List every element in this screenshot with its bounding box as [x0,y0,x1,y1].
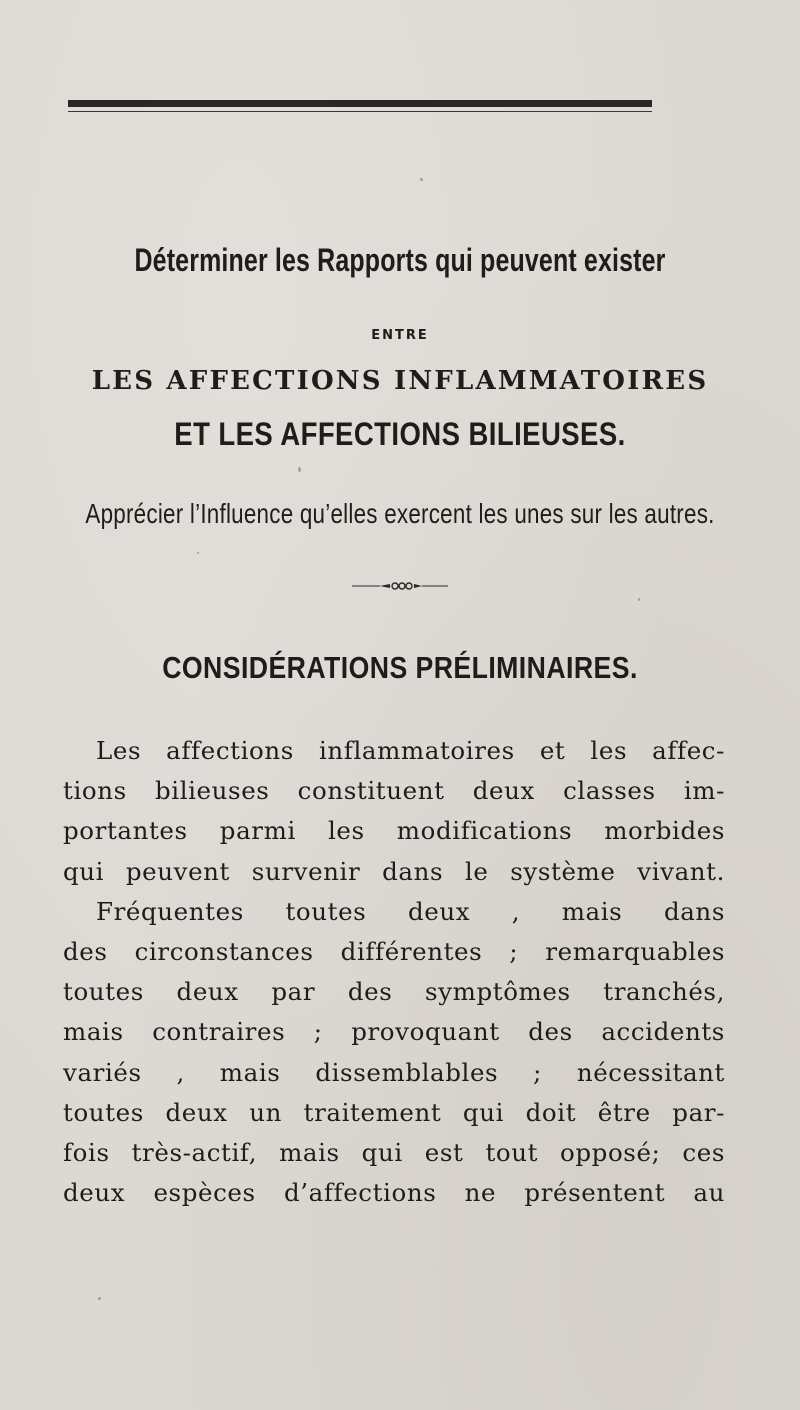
text-line: toutes deux un traitement qui doit être par- [63,1097,725,1127]
paper-speck [98,1297,101,1300]
subject-line-1: LES AFFECTIONS INFLAMMATOIRES [91,366,709,396]
title-connector: ENTRE [371,328,429,343]
paper-speck [298,467,301,472]
text-line: Fréquentes toutes deux , mais dans [96,896,725,926]
text-line: portantes parmi les modifications morbides [63,816,725,846]
subtitle: Apprécier l’Influence qu’elles exercent les unes sur les autres. [85,498,715,529]
section-heading: CONSIDÉRATIONS PRÉLIMINAIRES. [162,650,638,685]
ornament-divider [350,580,450,592]
paper-speck [420,178,423,181]
text-line: toutes deux par des symptômes tranchés, [63,977,725,1007]
page-title: Déterminer les Rapports qui peuvent exister [134,242,666,278]
text-line: Les affections inflammatoires et les affec- [96,736,725,765]
body-paragraph [63,731,725,1213]
text-line: fois très-actif, mais qui est tout opposé; ces [63,1137,725,1167]
text-line: tions bilieuses constituent deux classes im- [63,776,725,806]
text-line: qui peuvent survenir dans le système vivant. [63,856,725,886]
subject-line-2: ET LES AFFECTIONS BILIEUSES. [174,416,626,452]
text-line: deux espèces d’affections ne présentent au [63,1178,725,1208]
text-line: variés , mais dissemblables ; nécessitant [63,1057,725,1087]
top-double-rule-thin [68,111,652,112]
text-line: des circonstances différentes ; remarquables [63,936,725,966]
text-line: mais contraires ; provoquant des accidents [63,1017,725,1047]
top-double-rule-thick [68,100,652,107]
paper-speck [638,598,640,601]
paper-speck [197,552,199,554]
